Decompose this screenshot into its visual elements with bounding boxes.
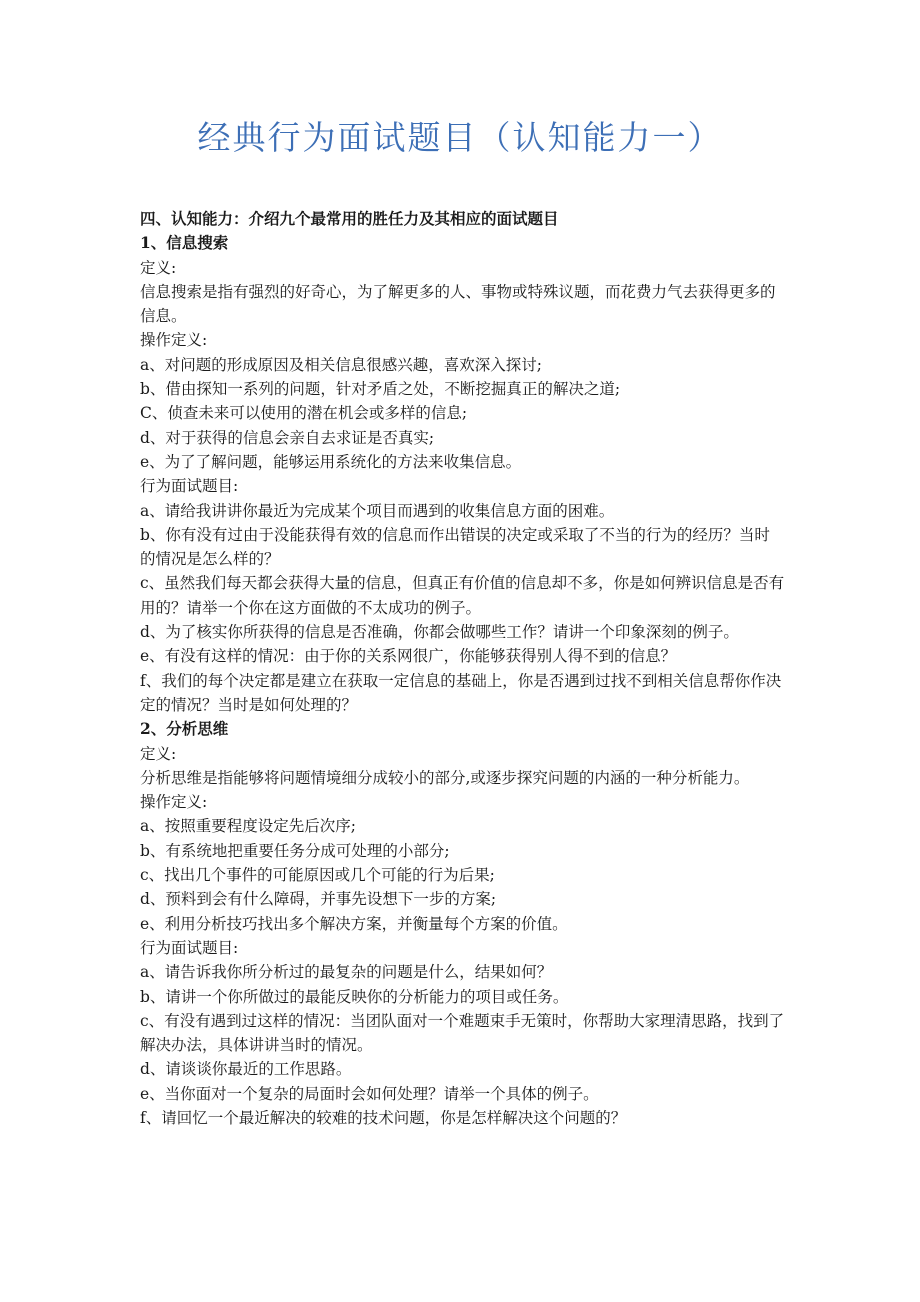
question-item: f、我们的每个决定都是建立在获取一定信息的基础上，你是否遇到过找不到相关信息帮你作决定的情况？当时是如何处理的？ [140,671,782,714]
definition-label: 定义: [140,258,177,277]
definition-label: 定义: [140,744,177,763]
operational-item: b、有系统地把重要任务分成可处理的小部分; [140,841,450,860]
operational-item: c、找出几个事件的可能原因或几个可能的行为后果; [140,866,495,885]
section-information-search [140,231,785,717]
document-title: 经典行为面试题目（认知能力一） [197,118,723,157]
operational-item: C、侦查未来可以使用的潜在机会或多样的信息; [140,404,468,423]
operational-item: e、利用分析技巧找出多个解决方案，并衡量每个方案的价值。 [140,914,568,933]
question-item: e、有没有这样的情况：由于你的关系网很广，你能够获得别人得不到的信息？ [140,647,677,666]
questions-label: 行为面试题目: [140,938,239,957]
question-item: d、请谈谈你最近的工作思路。 [140,1060,352,1079]
intro-heading: 四、认知能力：介绍九个最常用的胜任力及其相应的面试题目 [140,209,559,228]
operational-item: b、借由探知一系列的问题，针对矛盾之处，不断挖掘真正的解决之道; [140,380,621,399]
question-item: f、请回忆一个最近解决的较难的技术问题，你是怎样解决这个问题的？ [140,1108,627,1127]
document-body [140,207,785,1130]
operational-item: d、对于获得的信息会亲自去求证是否真实; [140,428,435,447]
question-item: a、请给我讲讲你最近为完成某个项目而遇到的收集信息方面的困难。 [140,501,615,520]
section-heading: 1、信息搜索 [140,233,229,253]
operational-label: 操作定义: [140,793,208,812]
question-item: d、为了核实你所获得的信息是否准确，你都会做哪些工作？请讲一个印象深刻的例子。 [140,623,739,642]
operational-item: d、预料到会有什么障碍，并事先设想下一步的方案; [140,890,497,909]
question-item: a、请告诉我你所分析过的最复杂的问题是什么，结果如何？ [140,963,553,982]
question-item: e、当你面对一个复杂的局面时会如何处理？请举一个具体的例子。 [140,1084,599,1103]
question-item: b、你有没有过由于没能获得有效的信息而作出错误的决定或采取了不当的行为的经历？当时的情况是怎么样的？ [140,525,770,569]
definition-text: 分析思维是指能够将问题情境细分成较小的部分,或逐步探究问题的内涵的一种分析能力。 [140,768,750,787]
definition-text: 信息搜索是指有强烈的好奇心，为了解更多的人、事物或特殊议题，而花费力气去获得更多的信息。 [140,282,776,326]
section-analytical-thinking [140,717,785,1130]
question-item: c、有没有遇到过这样的情况：当团队面对一个难题束手无策时，你帮助大家理清思路，找到了解决办法，具体讲讲当时的情况。 [140,1011,785,1055]
section-heading: 2、分析思维 [140,719,229,739]
operational-label: 操作定义: [140,331,208,350]
operational-item: a、对问题的形成原因及相关信息很感兴趣，喜欢深入探讨; [140,355,542,374]
question-item: b、请讲一个你所做过的最能反映你的分析能力的项目或任务。 [140,987,569,1006]
operational-item: e、为了了解问题，能够运用系统化的方法来收集信息。 [140,452,522,471]
question-item: c、虽然我们每天都会获得大量的信息，但真正有价值的信息却不多，你是如何辨识信息是否有用的？请举一个你在这方面做的不太成功的例子。 [140,574,785,617]
operational-item: a、按照重要程度设定先后次序; [140,817,356,836]
questions-label: 行为面试题目: [140,477,239,496]
